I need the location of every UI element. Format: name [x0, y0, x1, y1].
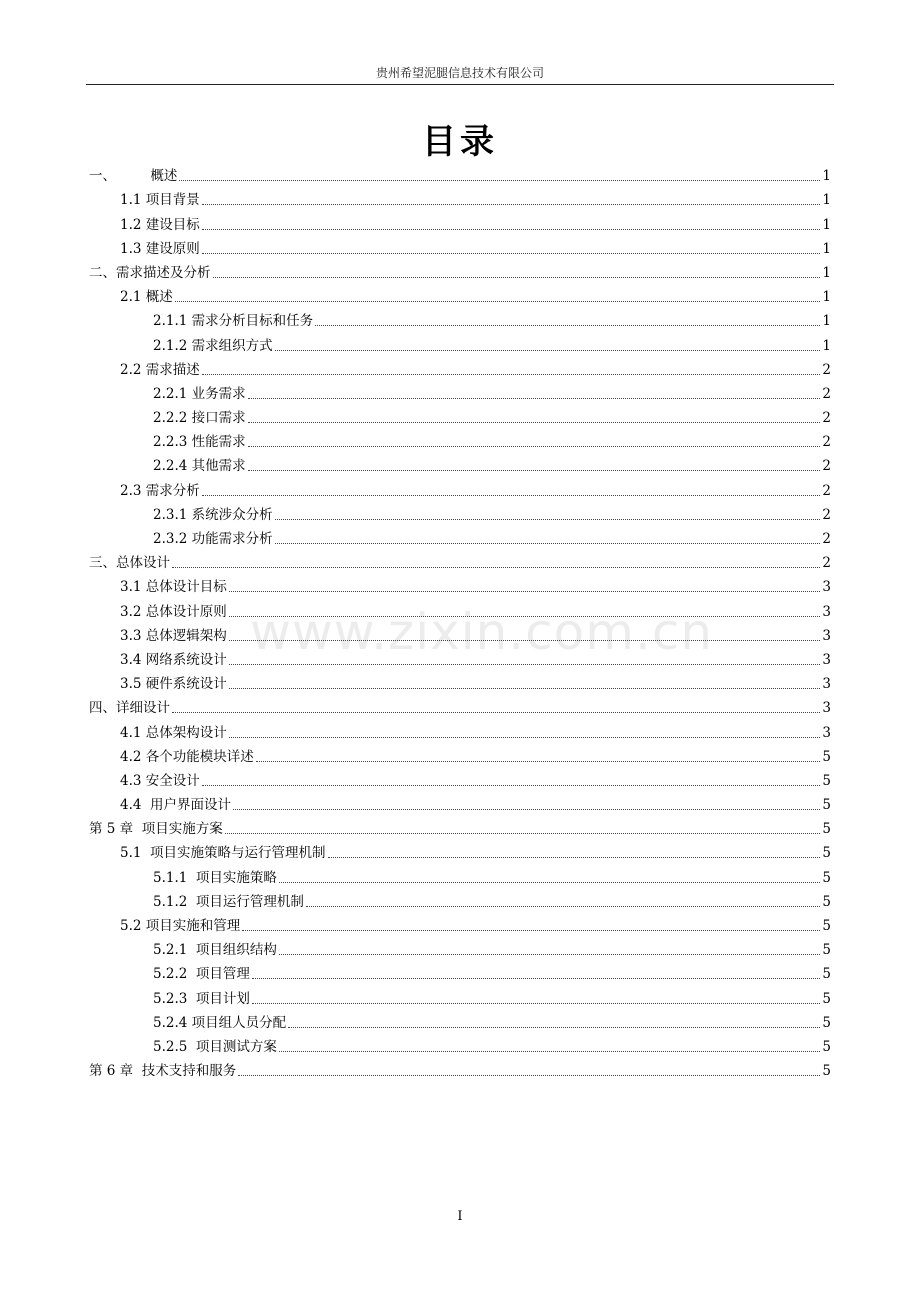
toc-dot-leader [225, 833, 821, 834]
toc-entry-page: 5 [822, 869, 831, 886]
toc-dot-leader [248, 470, 821, 471]
toc-entry-label: 2.2 需求描述 [120, 361, 200, 378]
toc-dot-leader [279, 1051, 820, 1052]
toc-entry-page: 5 [822, 918, 831, 934]
toc-entry-label: 1.3 建设原则 [120, 240, 200, 257]
table-of-contents [89, 161, 831, 1080]
toc-entry-page: 3 [822, 579, 831, 596]
toc-dot-leader [229, 737, 821, 738]
toc-entry-page: 3 [822, 651, 831, 668]
toc-entry[interactable] [89, 548, 831, 572]
toc-dot-leader [229, 591, 821, 592]
toc-entry-label: 2.3.1 系统涉众分析 [153, 506, 273, 523]
toc-dot-leader [202, 253, 821, 254]
toc-entry-page: 3 [822, 603, 831, 620]
toc-entry-label: 3.3 总体逻辑架构 [120, 627, 227, 644]
toc-dot-leader [229, 688, 821, 689]
toc-dot-leader [172, 712, 820, 713]
toc-dot-leader [252, 978, 820, 979]
toc-entry-page: 5 [822, 797, 831, 814]
toc-entry-label: 1.2 建设目标 [120, 216, 200, 233]
toc-entry-page: 2 [822, 385, 831, 402]
toc-entry[interactable] [89, 862, 831, 886]
toc-entry-page: 1 [822, 216, 831, 233]
toc-entry-page: 3 [822, 724, 831, 741]
toc-entry-label: 5.1.1 项目实施策略 [153, 869, 277, 886]
page-number: I [457, 1209, 463, 1224]
toc-entry-label: 5.2 项目实施和管理 [120, 918, 241, 934]
toc-entry-label: 4.1 总体架构设计 [120, 724, 227, 741]
toc-entry-label: 2.2.3 性能需求 [153, 434, 246, 451]
toc-entry-label: 2.3.2 功能需求分析 [153, 531, 273, 547]
toc-entry[interactable] [89, 572, 831, 596]
toc-entry-label: 3.5 硬件系统设计 [120, 676, 227, 693]
toc-entry[interactable] [89, 693, 831, 717]
toc-entry[interactable] [89, 911, 831, 935]
toc-entry-label: 3.1 总体设计目标 [120, 579, 227, 596]
toc-dot-leader [242, 930, 820, 931]
toc-dot-leader [315, 325, 820, 326]
toc-entry[interactable] [89, 596, 831, 620]
toc-entry-page: 1 [822, 289, 831, 306]
toc-dot-leader [202, 229, 821, 230]
toc-entry-label: 5.2.2 项目管理 [153, 966, 250, 983]
toc-entry-page: 1 [822, 240, 831, 257]
toc-dot-leader [275, 350, 821, 351]
toc-entry[interactable] [89, 209, 831, 233]
toc-entry[interactable] [89, 790, 831, 814]
toc-entry[interactable] [89, 185, 831, 209]
toc-entry-label: 2.1.1 需求分析目标和任务 [153, 313, 314, 330]
toc-entry-page: 2 [822, 555, 831, 572]
toc-entry-label: 5.2.4 项目组人员分配 [153, 1014, 287, 1031]
toc-entry-page: 5 [822, 893, 831, 910]
watermark-text: www.zixin.com.cn [250, 603, 714, 661]
toc-entry[interactable] [89, 427, 831, 451]
toc-entry-label: 1.1 项目背景 [120, 192, 200, 209]
toc-entry[interactable] [89, 1032, 831, 1056]
toc-dot-leader [252, 1003, 820, 1004]
toc-entry[interactable] [89, 838, 831, 862]
toc-entry-page: 5 [822, 966, 831, 983]
toc-entry-label: 4.4 用户界面设计 [120, 797, 232, 814]
toc-entry[interactable] [89, 669, 831, 693]
toc-dot-leader [279, 954, 820, 955]
toc-dot-leader [229, 640, 821, 641]
toc-dot-leader [213, 277, 821, 278]
toc-entry[interactable] [89, 959, 831, 983]
toc-entry-page: 5 [822, 990, 831, 1007]
toc-entry[interactable] [89, 282, 831, 306]
toc-entry-page: 5 [822, 1063, 831, 1080]
toc-entry-page: 1 [822, 337, 831, 354]
toc-dot-leader [172, 567, 820, 568]
toc-entry[interactable] [89, 1056, 831, 1080]
toc-entry-label: 2.2.1 业务需求 [153, 385, 246, 402]
toc-dot-leader [233, 809, 820, 810]
toc-entry-page: 1 [822, 264, 831, 281]
toc-entry-label: 2.2.2 接口需求 [153, 410, 246, 427]
toc-entry[interactable] [89, 621, 831, 645]
toc-dot-leader [248, 422, 821, 423]
toc-entry-page: 2 [822, 434, 831, 451]
toc-dot-leader [248, 398, 821, 399]
toc-entry[interactable] [89, 475, 831, 499]
toc-dot-leader [202, 204, 821, 205]
toc-entry[interactable] [89, 887, 831, 911]
toc-entry-label: 2.3 需求分析 [120, 482, 200, 499]
toc-entry-page: 5 [822, 821, 831, 838]
toc-entry-page: 2 [822, 482, 831, 499]
toc-entry[interactable] [89, 983, 831, 1007]
toc-dot-leader [179, 180, 820, 181]
toc-entry-label: 5.2.1 项目组织结构 [153, 942, 277, 959]
toc-entry[interactable] [89, 403, 831, 427]
toc-entry-label: 5.1.2 项目运行管理机制 [153, 893, 304, 910]
toc-entry-label: 2.1 概述 [120, 289, 173, 306]
page-title: 目录 [422, 122, 498, 162]
toc-entry-page: 5 [822, 1014, 831, 1031]
toc-entry[interactable] [89, 258, 831, 282]
toc-entry[interactable] [89, 355, 831, 379]
toc-dot-leader [279, 882, 820, 883]
toc-entry-label: 3.2 总体设计原则 [120, 603, 227, 620]
toc-entry-label: 4.2 各个功能模块详述 [120, 748, 254, 765]
toc-entry-page: 3 [822, 676, 831, 693]
toc-dot-leader [229, 616, 821, 617]
toc-dot-leader [328, 857, 821, 858]
toc-entry-page: 5 [822, 845, 831, 862]
toc-entry-page: 2 [822, 361, 831, 378]
toc-dot-leader [202, 785, 821, 786]
toc-entry-label: 5.1 项目实施策略与运行管理机制 [120, 845, 326, 862]
toc-entry-page: 1 [822, 168, 831, 185]
toc-entry-label: 5.2.3 项目计划 [153, 990, 250, 1007]
toc-entry-page: 5 [822, 1038, 831, 1055]
toc-entry[interactable] [89, 451, 831, 475]
toc-entry-page: 5 [822, 942, 831, 959]
toc-dot-leader [248, 446, 821, 447]
toc-dot-leader [202, 495, 821, 496]
toc-dot-leader [288, 1027, 820, 1028]
toc-dot-leader [306, 906, 820, 907]
toc-entry-page: 2 [822, 458, 831, 475]
toc-entry-label: 四、详细设计 [89, 700, 170, 717]
toc-entry[interactable] [89, 742, 831, 766]
toc-entry[interactable] [89, 645, 831, 669]
toc-entry-label: 2.2.4 其他需求 [153, 458, 246, 475]
toc-entry[interactable] [89, 500, 831, 524]
toc-entry-label: 第 5 章 项目实施方案 [89, 821, 223, 838]
toc-entry-label: 3.4 网络系统设计 [120, 651, 227, 668]
toc-entry-label: 二、需求描述及分析 [89, 264, 211, 281]
toc-entry-page: 5 [822, 748, 831, 765]
toc-dot-leader [175, 301, 821, 302]
toc-entry[interactable] [89, 717, 831, 741]
toc-entry-label: 一、 概述 [89, 168, 178, 185]
toc-entry-page: 2 [822, 506, 831, 523]
toc-dot-leader [256, 761, 821, 762]
header-divider [86, 84, 834, 85]
toc-entry-page: 2 [822, 531, 831, 547]
toc-entry-page: 3 [822, 627, 831, 644]
toc-dot-leader [275, 519, 821, 520]
toc-entry-page: 1 [822, 192, 831, 209]
toc-entry[interactable] [89, 766, 831, 790]
toc-dot-leader [238, 1075, 820, 1076]
toc-entry[interactable] [89, 379, 831, 403]
toc-entry-label: 第 6 章 技术支持和服务 [89, 1063, 237, 1080]
toc-entry[interactable] [89, 161, 831, 185]
toc-entry-label: 4.3 安全设计 [120, 772, 200, 789]
toc-entry[interactable] [89, 306, 831, 330]
toc-entry-label: 三、总体设计 [89, 555, 170, 572]
toc-entry[interactable] [89, 330, 831, 354]
toc-entry-label: 2.1.2 需求组织方式 [153, 337, 273, 354]
page-header-company: 贵州希望泥腿信息技术有限公司 [375, 66, 544, 80]
toc-entry-page: 2 [822, 410, 831, 427]
toc-dot-leader [229, 664, 821, 665]
toc-entry-page: 1 [822, 313, 831, 330]
toc-entry[interactable] [89, 524, 831, 548]
toc-entry[interactable] [89, 935, 831, 959]
toc-entry[interactable] [89, 1008, 831, 1032]
toc-dot-leader [202, 374, 821, 375]
toc-dot-leader [275, 543, 821, 544]
toc-entry-label: 5.2.5 项目测试方案 [153, 1038, 277, 1055]
toc-entry-page: 5 [822, 772, 831, 789]
toc-entry[interactable] [89, 814, 831, 838]
toc-entry-page: 3 [822, 700, 831, 717]
toc-entry[interactable] [89, 234, 831, 258]
